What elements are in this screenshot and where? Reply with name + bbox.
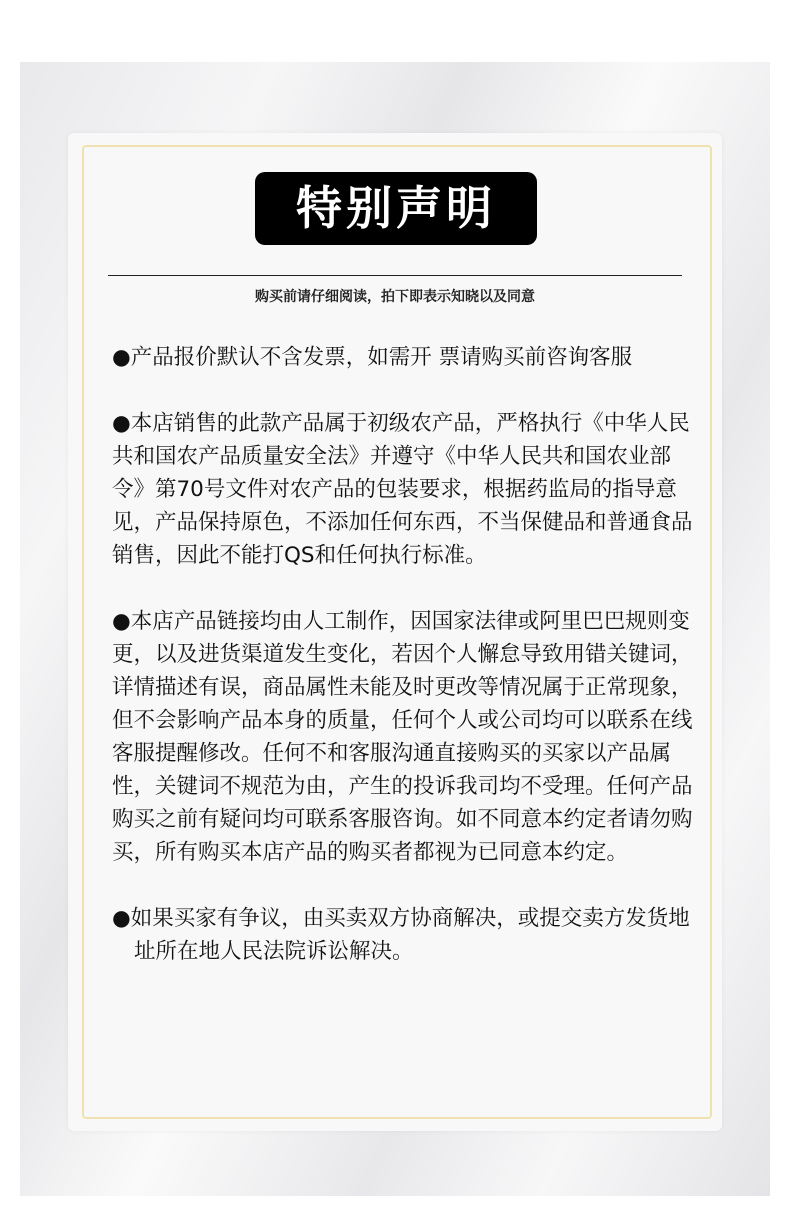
notice-paragraph-listing: ●本店产品链接均由人工制作，因国家法律或阿里巴巴规则变更，以及进货渠道发生变化，若因个人懈怠导致用错关键词，详情描述有误，商品属性未能及时更改等情况属于正常现象，但不会影响产品本身的质量，任何个人或公司均可以联系在线客服提醒修改。任何不和客服沟通直接购买的买家以产品属性，关键词不规范为由，产生的投诉我司均不受理。任何产品购买之前有疑问均可联系客服咨询。如不同意本约定者请勿购买，所有购买本店产品的购买者都视为已同意本约定。 — [112, 609, 693, 865]
notice-paragraph-standards: ●本店销售的此款产品属于初级农产品，严格执行《中华人民共和国农产品质量安全法》并遵守《中华人民共和国农业部令》第70号文件对农产品的包装要求，根据药监局的指导意见，产品保持原色，不添加任何东西，不当保健品和普通食品销售，因此不能打QS和任何执行标准。 — [112, 411, 693, 568]
notice-body — [112, 341, 694, 1001]
notice-paragraph-dispute: ●如果买家有争议，由买卖双方协商解决，或提交卖方发货地址所在地人民法院诉讼解决。 — [112, 906, 690, 964]
subtitle: 购买前请仔细阅读，拍下即表示知晓以及同意 — [255, 289, 535, 305]
notice-paragraph-invoice: ●产品报价默认不含发票，如需开 票请购买前咨询客服 — [112, 345, 633, 370]
notice-card — [68, 133, 722, 1131]
divider — [108, 275, 682, 276]
title-badge: 特别声明 — [255, 172, 537, 245]
